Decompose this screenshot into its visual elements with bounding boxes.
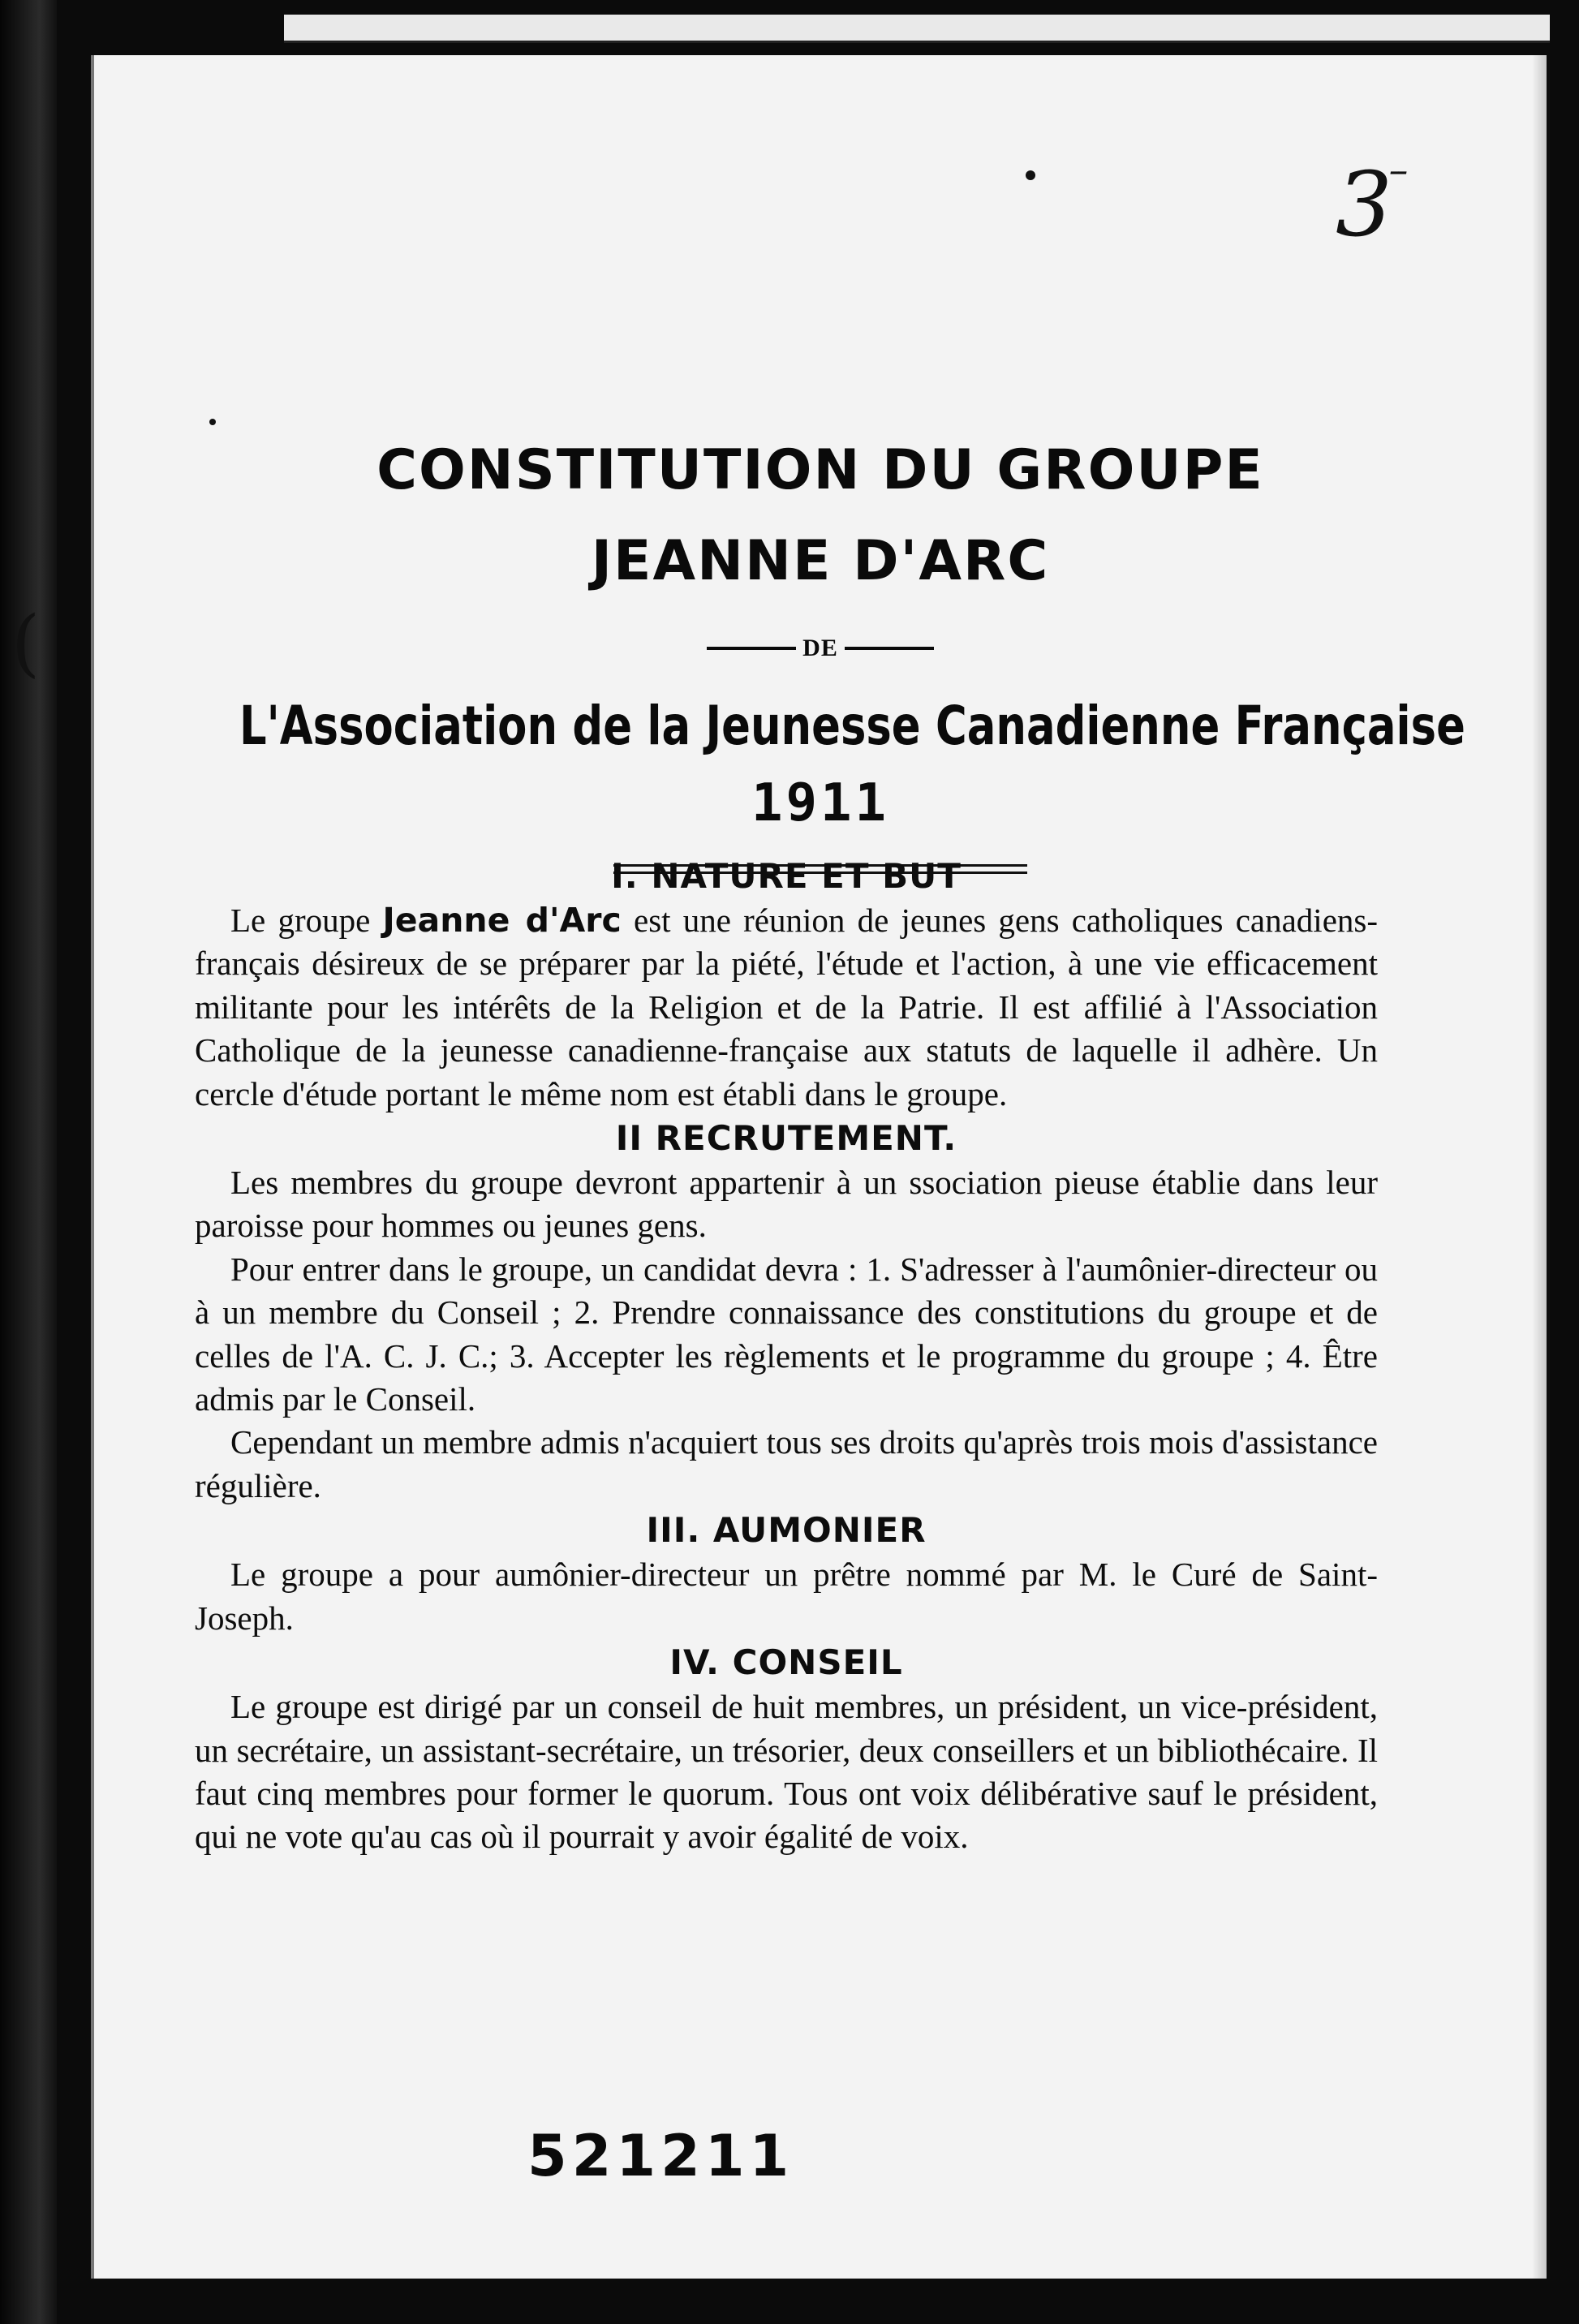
paragraph-text: Le groupe est dirigé par un conseil de huit membres, un président, un vice-président, un secrétaire, un assistant-secrétaire, un trésorier, deux conseillers et un bibliothécaire. Il faut cinq membres pour former le quorum. Tous ont voix délibérative sauf le président, qui ne vote qu'au cas où il pourrait y avoir égalité de voix. [195, 1688, 1378, 1856]
paragraph-text: Le groupe a pour aumônier-directeur un prêtre nommé par M. le Curé de Saint-Joseph. [195, 1556, 1378, 1637]
section-heading-aumonier: III. AUMONIER [646, 1510, 927, 1551]
paragraph-text: Cependant un membre admis n'acquiert tous ses droits qu'après trois mois d'assistance régulière. [195, 1423, 1378, 1504]
connector-rule-right [845, 647, 934, 650]
connector-row [94, 635, 1547, 662]
paragraph-text: Les membres du groupe devront appartenir à un ssociation pieuse établie dans leur paroisse pour hommes ou jeunes gens. [195, 1164, 1378, 1245]
section-heading-recrutement: II RECRUTEMENT. [615, 1118, 957, 1159]
margin-bracket-mark: ( [11, 600, 41, 686]
title-block [94, 437, 1547, 879]
document-year: 1911 [751, 773, 890, 833]
section-paragraph [195, 1161, 1378, 1248]
top-paper-strip [284, 15, 1550, 43]
group-name-bold: Jeanne d'Arc [382, 901, 622, 940]
book-binding-edge [0, 0, 57, 2324]
handwritten-suffix: -- [1389, 153, 1405, 190]
ink-dot [209, 419, 216, 425]
archive-stamp-number: 521211 [527, 2123, 794, 2189]
ink-dot [1026, 170, 1035, 180]
document-title-line-2: JEANNE D'ARC [591, 529, 1050, 593]
document-body [195, 854, 1378, 1859]
section-paragraph [195, 1553, 1378, 1640]
handwritten-page-number [1336, 153, 1405, 256]
paragraph-text: Pour entrer dans le groupe, un candidat devra : 1. S'adresser à l'aumônier-directeur ou à un membre du Conseil ; 2. Prendre connaissance des constitutions du groupe et de celles de l'A. C. J. C.; 3. Accepter les règlements et le programme du groupe ; 4. Être admis par le Conseil. [195, 1250, 1378, 1418]
section-paragraph [195, 1685, 1378, 1859]
paragraph-start: Le groupe [230, 902, 383, 939]
section-paragraph [195, 1248, 1378, 1422]
handwritten-number: 3 [1336, 153, 1389, 256]
connector-text: DE [802, 635, 838, 661]
section-paragraph [195, 1421, 1378, 1508]
document-title-line-1: CONSTITUTION DU GROUPE [376, 438, 1264, 502]
paragraph-rest: est une réunion de jeunes gens catholiques canadiens-français désireux de se préparer par la piété, l'étude et l'action, à une vie efficacement militante pour les intérêts de la Religion et de la Patrie. Il est affilié à l'Association Catholique de la jeunesse canadienne-française aux statuts de laquelle il adhère. Un cercle d'étude portant le même nom est établi dans le groupe. [195, 902, 1379, 1113]
section-heading-nature-et-but: I. NATURE ET BUT [611, 856, 962, 896]
section-paragraph [195, 899, 1378, 1116]
association-name: L'Association de la Jeunesse Canadienne Française [239, 695, 1465, 757]
connector-rule-left [707, 647, 796, 650]
page-edge-shadow [1532, 55, 1547, 2279]
section-heading-conseil: IV. CONSEIL [669, 1642, 903, 1683]
